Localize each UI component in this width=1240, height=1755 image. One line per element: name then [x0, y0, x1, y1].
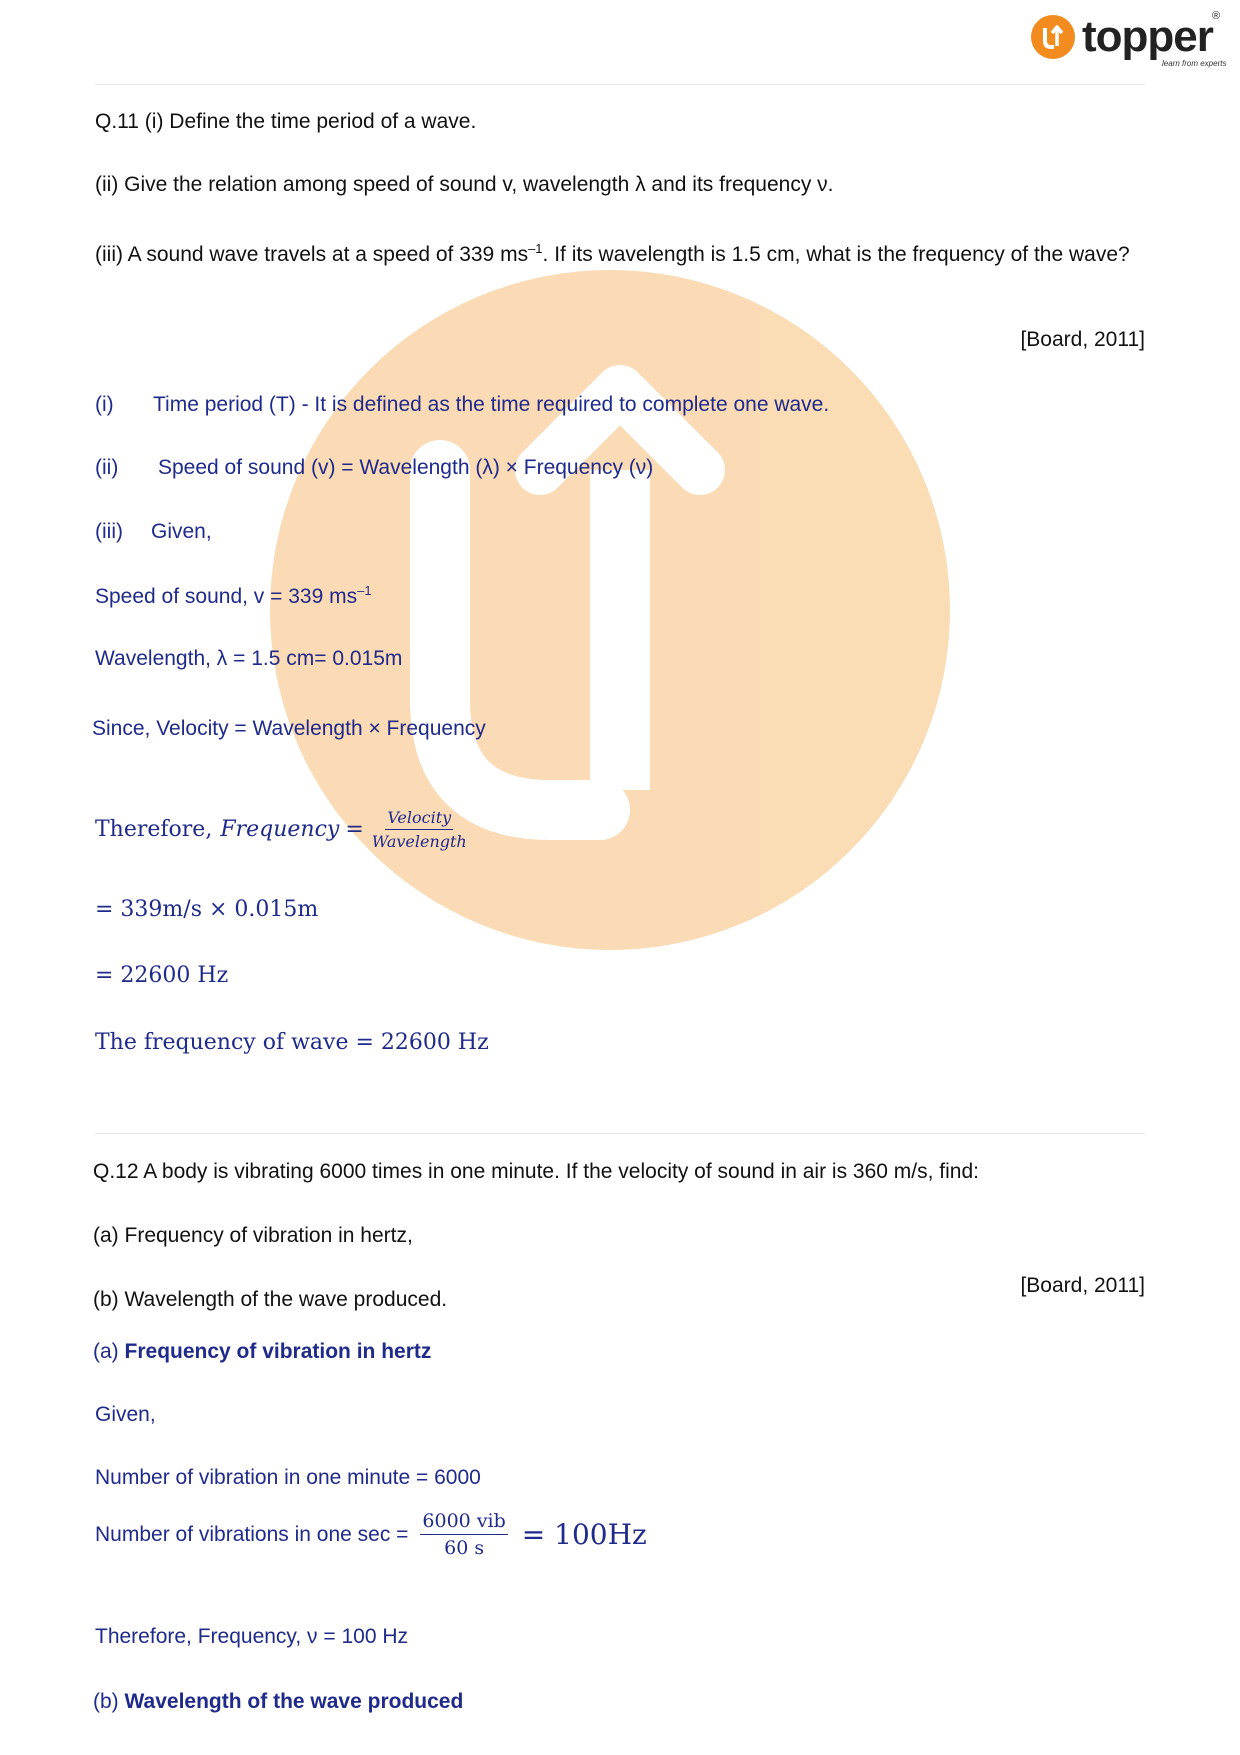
q11-part-iii-text-b: . If its wavelength is 1.5 cm, what is the frequency of the wave? [542, 243, 1130, 266]
a11-final-answer: The frequency of wave = 22600 Hz [95, 1030, 489, 1055]
q11-part-ii: (ii) Give the relation among speed of sound v, wavelength λ and its frequency ν. [95, 173, 834, 196]
q12-part-a: (a) Frequency of vibration in hertz, [93, 1224, 413, 1247]
a11-iii-number: (iii) [95, 520, 123, 543]
a11-frequency-formula [95, 808, 469, 851]
a11-wavelength-given: Wavelength, λ = 1.5 cm= 0.015m [95, 647, 403, 670]
q12-board-ref: [Board, 2011] [1020, 1274, 1145, 1297]
header-divider [95, 84, 1145, 85]
a12-fraction-numerator: 6000 vib [420, 1510, 507, 1535]
brand-name: topper [1082, 12, 1213, 61]
a11-i-text: Time period (T) - It is defined as the time required to complete one wave. [153, 393, 830, 416]
q11-board-ref: [Board, 2011] [1020, 328, 1145, 351]
a11-calc-step-2: = 22600 Hz [95, 963, 229, 988]
brand-logo [1030, 10, 1230, 70]
brand-tagline: learn from experts [1162, 59, 1227, 68]
a11-ii-number: (ii) [95, 456, 119, 479]
a12-given: Given, [95, 1403, 156, 1426]
a11-i-number: (i) [95, 393, 114, 416]
a11-speed-given [95, 583, 372, 609]
a11-calc-step-1: = 339m/s × 0.015m [95, 897, 319, 922]
q11-part-iii [95, 235, 1145, 269]
a11-since-relation: Since, Velocity = Wavelength × Frequency [92, 717, 486, 740]
a11-fraction-numerator: Velocity [385, 808, 453, 830]
registered-mark: ® [1212, 10, 1221, 22]
q11-part-iii-text-a: (iii) A sound wave travels at a speed of 339 ms [95, 243, 529, 266]
a11-equals-sign: = [345, 817, 364, 842]
a12-part-b-prefix: (b) [93, 1690, 119, 1713]
q12-intro: Q.12 A body is vibrating 6000 times in one minute. If the velocity of sound in air is 360 m/s, find: [93, 1160, 979, 1183]
a11-frequency-var: Frequency [220, 817, 340, 842]
a12-frequency-result: Therefore, Frequency, ν = 100 Hz [95, 1625, 409, 1648]
a12-part-b-title: Wavelength of the wave produced [124, 1690, 464, 1713]
a11-speed-sup: –1 [357, 583, 372, 598]
a12-part-b-heading [93, 1690, 463, 1714]
a12-part-a-heading [93, 1340, 431, 1364]
q11-part-i: Q.11 (i) Define the time period of a wave. [95, 110, 477, 133]
a12-result: = 100Hz [521, 1518, 647, 1551]
section-divider [95, 1133, 1145, 1134]
a12-per-second-label: Number of vibrations in one sec = [95, 1522, 409, 1546]
a11-therefore-prefix: Therefore, [95, 817, 213, 842]
q12-part-b: (b) Wavelength of the wave produced. [93, 1288, 448, 1311]
a12-part-a-prefix: (a) [93, 1340, 119, 1363]
a12-vibrations-per-second [95, 1510, 647, 1559]
a12-fraction-denominator: 60 s [444, 1537, 485, 1559]
a11-iii-given: Given, [151, 520, 212, 543]
topper-logo-icon [1030, 14, 1076, 60]
a11-fraction [370, 808, 469, 851]
a11-speed-text: Speed of sound, v = 339 ms [95, 585, 358, 608]
a11-fraction-denominator: Wavelength [371, 832, 467, 851]
q11-part-iii-sup: –1 [528, 241, 543, 256]
a11-ii-text: Speed of sound (v) = Wavelength (λ) × Frequency (ν) [158, 456, 654, 479]
a12-fraction [420, 1510, 507, 1559]
a12-part-a-title: Frequency of vibration in hertz [124, 1340, 432, 1363]
a12-vibrations-per-minute: Number of vibration in one minute = 6000 [95, 1466, 481, 1489]
